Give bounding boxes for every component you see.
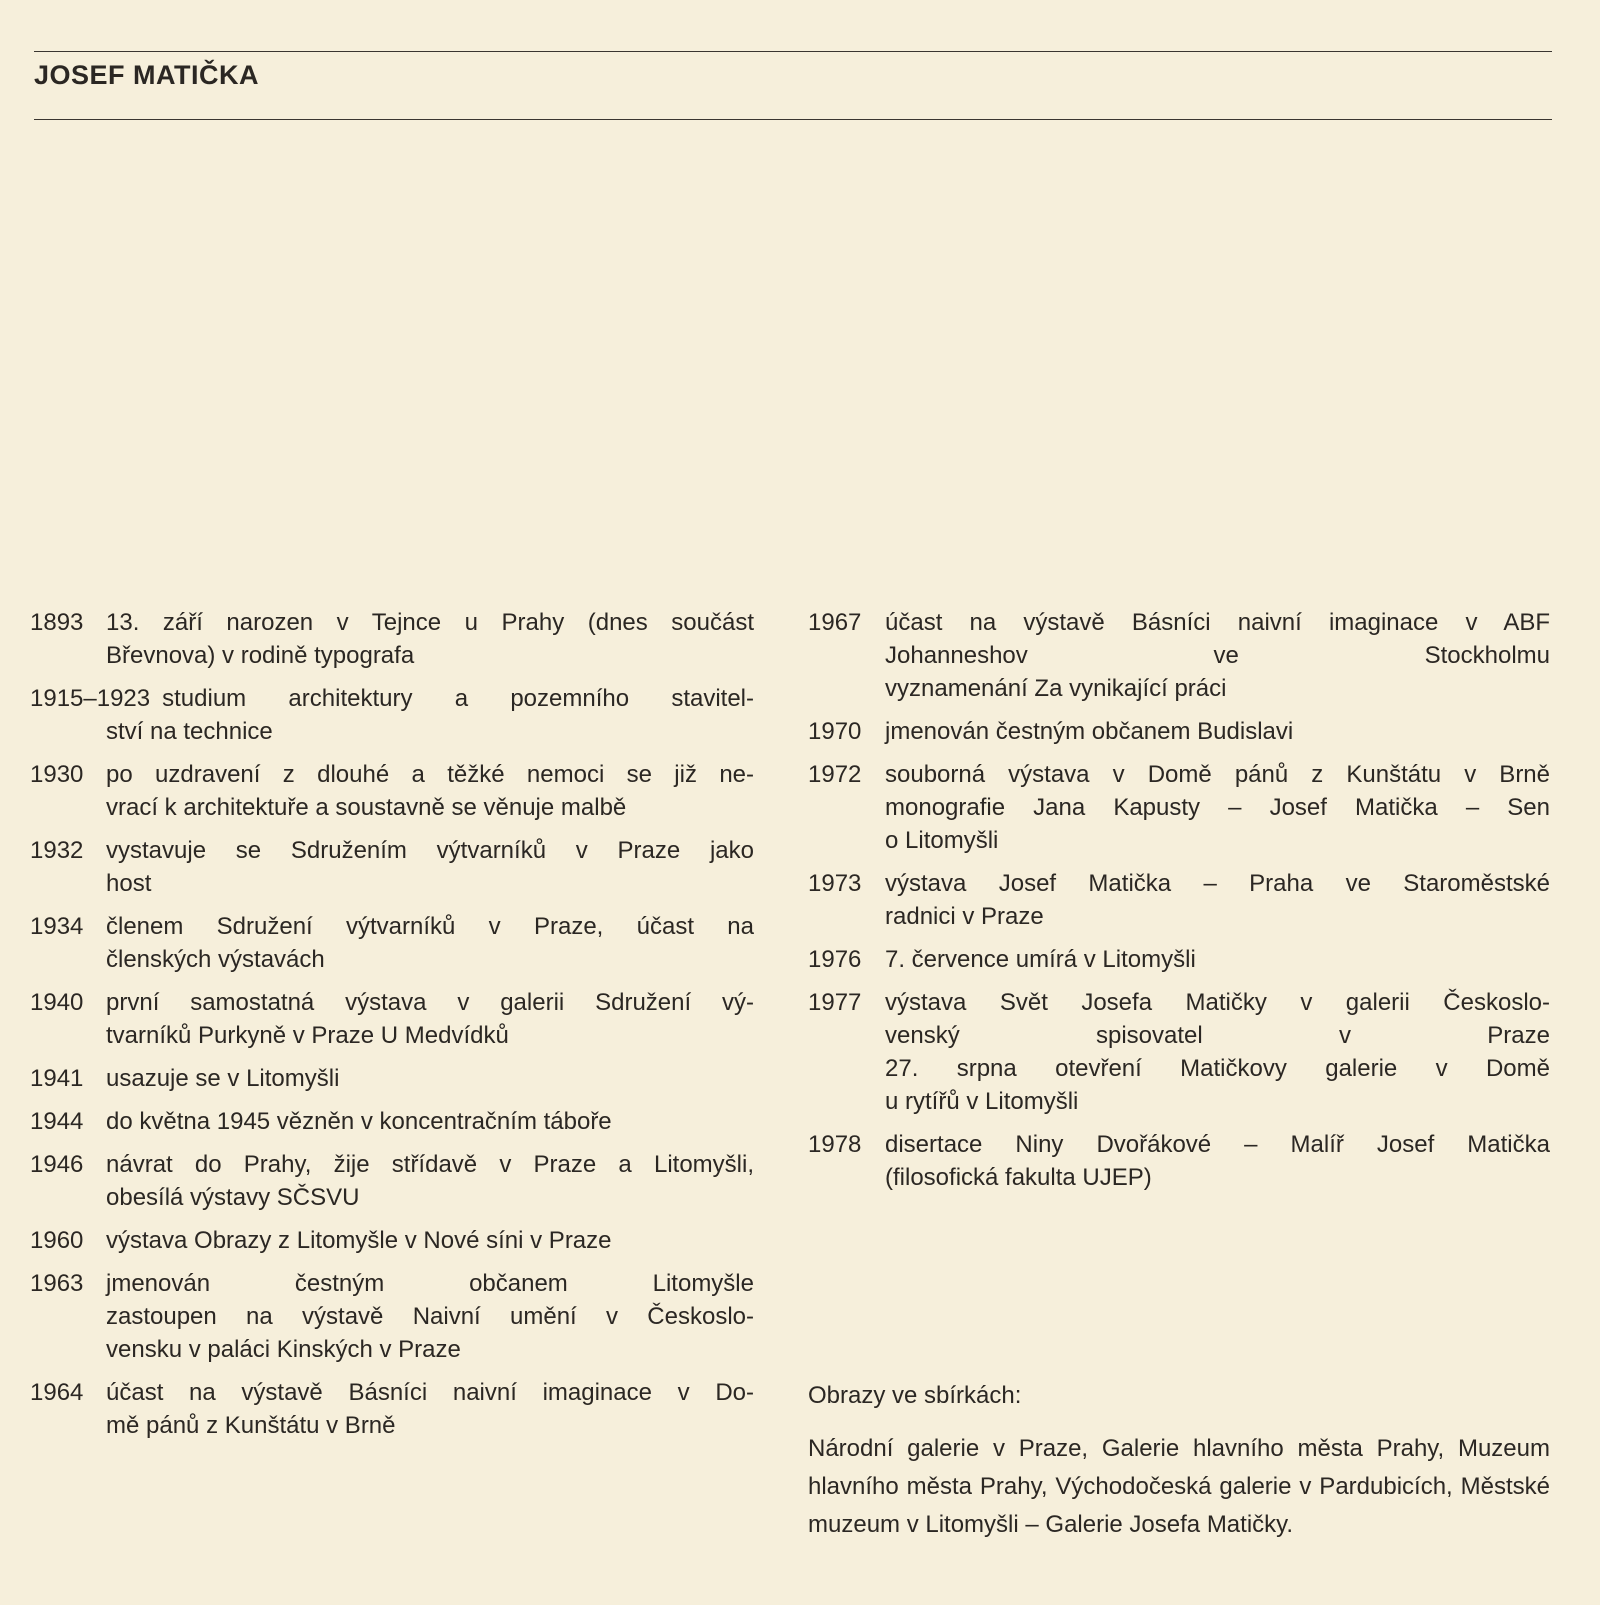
entry-text-line: Břevnova) v rodině typografa xyxy=(106,642,415,669)
chronology-entry xyxy=(30,1105,754,1138)
chronology-entry xyxy=(808,758,1550,857)
entry-text-line: návrat do Prahy, žije střídavě v Praze a Litomyšli, xyxy=(106,1151,754,1178)
chronology-entry xyxy=(30,910,754,976)
chronology-entry xyxy=(30,1376,754,1442)
entry-text-line: venský spisovatel v Praze xyxy=(885,1022,1550,1049)
page-title: JOSEF MATIČKA xyxy=(34,60,260,90)
chronology-entry xyxy=(30,986,754,1052)
entry-text-line: radnici v Praze xyxy=(885,903,1044,930)
chronology-right-column xyxy=(808,606,1550,1204)
entry-year: 1930 xyxy=(30,761,84,788)
entry-year: 1973 xyxy=(808,870,862,897)
entry-text-line: o Litomyšli xyxy=(885,827,999,854)
collections-text: Národní galerie v Praze, Galerie hlavního města Prahy, Muzeum hlavního města Prahy, Východočeská galerie v Pardubicích, Městské muzeum v Litomyšli – Galerie Josefa Matičky. xyxy=(808,1435,1550,1538)
entry-text-line: 13. září narozen v Tejnce u Prahy (dnes součást xyxy=(106,609,754,636)
entry-text-line: do května 1945 vězněn v koncentračním táboře xyxy=(106,1108,612,1135)
chronology-entry xyxy=(808,867,1550,933)
entry-text-line: výstava Obrazy z Litomyšle v Nové síni v Praze xyxy=(106,1227,612,1254)
entry-text-line: po uzdravení z dlouhé a těžké nemoci se již ne- xyxy=(106,761,754,788)
entry-text-line: vensku v paláci Kinských v Praze xyxy=(106,1336,461,1363)
entry-year: 1972 xyxy=(808,761,862,788)
chronology-entry xyxy=(30,1062,754,1095)
entry-text-line: výstava Svět Josefa Matičky v galerii Českoslo- xyxy=(885,989,1550,1016)
entry-text-line: disertace Niny Dvořákové – Malíř Josef Matička xyxy=(885,1131,1550,1158)
collections-heading: Obrazy ve sbírkách: xyxy=(808,1382,1022,1409)
entry-text-line: mě pánů z Kunštátu v Brně xyxy=(106,1412,396,1439)
entry-year: 1964 xyxy=(30,1379,84,1406)
title-underline-rule xyxy=(34,119,1552,120)
entry-text-line: ství na technice xyxy=(106,718,273,745)
entry-year: 1977 xyxy=(808,989,862,1016)
entry-text-line: tvarníků Purkyně v Praze U Medvídků xyxy=(106,1022,509,1049)
entry-text-line: vrací k architektuře a soustavně se věnuje malbě xyxy=(106,794,627,821)
entry-year: 1934 xyxy=(30,913,84,940)
entry-year: 1941 xyxy=(30,1065,84,1092)
entry-text-line: obesílá výstavy SČSVU xyxy=(106,1184,360,1211)
entry-year: 1963 xyxy=(30,1270,84,1297)
chronology-entry xyxy=(30,1267,754,1366)
entry-text-line: zastoupen na výstavě Naivní umění v Českoslo- xyxy=(106,1303,754,1330)
entry-text-line: účast na výstavě Básníci naivní imaginace v ABF xyxy=(885,609,1550,636)
entry-text-line: účast na výstavě Básníci naivní imaginace v Do- xyxy=(106,1379,754,1406)
chronology-entry xyxy=(30,758,754,824)
entry-text-line: u rytířů v Litomyšli xyxy=(885,1088,1079,1115)
chronology-entry xyxy=(30,1224,754,1257)
entry-text-line: vyznamenání Za vynikající práci xyxy=(885,675,1227,702)
entry-year: 1978 xyxy=(808,1131,862,1158)
chronology-entry xyxy=(30,1148,754,1214)
chronology-entry xyxy=(808,1128,1550,1194)
entry-text-line: výstava Josef Matička – Praha ve Staroměstské xyxy=(885,870,1550,897)
entry-text-line: studium architektury a pozemního stavitel- xyxy=(162,685,754,712)
entry-text-line: Johanneshov ve Stockholmu xyxy=(885,642,1550,669)
chronology-entry xyxy=(808,606,1550,705)
entry-text-line: (filosofická fakulta UJEP) xyxy=(885,1164,1152,1191)
chronology-left-column xyxy=(30,606,754,1452)
entry-year: 1944 xyxy=(30,1108,84,1135)
entry-year: 1946 xyxy=(30,1151,84,1178)
entry-year: 1893 xyxy=(30,609,84,636)
entry-year: 1915–1923 xyxy=(30,685,151,712)
chronology-entry xyxy=(30,834,754,900)
entry-text-line: jmenován čestným občanem Budislavi xyxy=(885,718,1294,745)
entry-text-line: členem Sdružení výtvarníků v Praze, účast na xyxy=(106,913,754,940)
chronology-entry xyxy=(808,715,1550,748)
top-rule xyxy=(34,51,1552,52)
chronology-entry xyxy=(808,943,1550,976)
chronology-entry xyxy=(30,682,754,748)
entry-year: 1967 xyxy=(808,609,862,636)
entry-year: 1960 xyxy=(30,1227,84,1254)
entry-year: 1932 xyxy=(30,837,84,864)
entry-text-line: host xyxy=(106,870,152,897)
entry-year: 1940 xyxy=(30,989,84,1016)
entry-year: 1970 xyxy=(808,718,862,745)
entry-text-line: souborná výstava v Domě pánů z Kunštátu v Brně xyxy=(885,761,1550,788)
entry-text-line: první samostatná výstava v galerii Sdružení vý- xyxy=(106,989,754,1016)
entry-year: 1976 xyxy=(808,946,862,973)
entry-text-line: monografie Jana Kapusty – Josef Matička – Sen xyxy=(885,794,1550,821)
entry-text-line: usazuje se v Litomyšli xyxy=(106,1065,340,1092)
entry-text-line: členských výstavách xyxy=(106,946,325,973)
entry-text-line: jmenován čestným občanem Litomyšle xyxy=(106,1270,754,1297)
entry-text-line: 27. srpna otevření Matičkovy galerie v Domě xyxy=(885,1055,1550,1082)
chronology-entry xyxy=(30,606,754,672)
chronology-entry xyxy=(808,986,1550,1118)
entry-text-line: vystavuje se Sdružením výtvarníků v Praze jako xyxy=(106,837,754,864)
entry-text-line: 7. července umírá v Litomyšli xyxy=(885,946,1196,973)
